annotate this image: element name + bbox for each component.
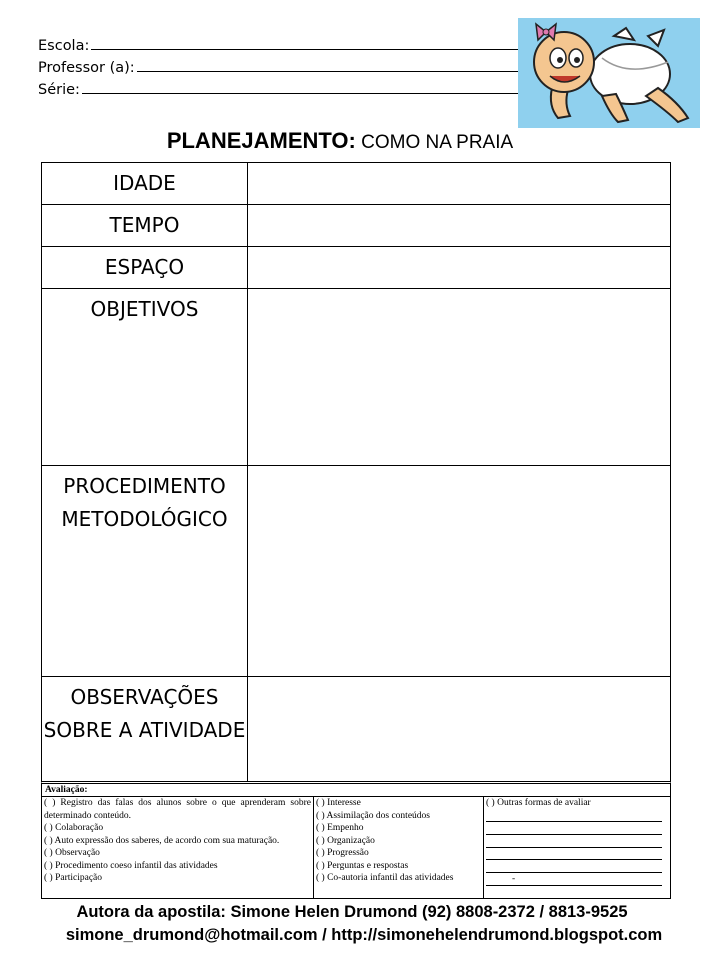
row-label-objetivos: OBJETIVOS	[42, 289, 248, 466]
planning-table	[41, 162, 671, 782]
avaliacao-box	[41, 781, 671, 899]
write-line[interactable]	[486, 810, 662, 823]
checkbox-item[interactable]: ( ) Empenho	[316, 823, 364, 833]
row-field-idade[interactable]	[248, 163, 671, 205]
author-line: Autora da apostila: Simone Helen Drumond (92) 8808-2372 / 8813-9525	[76, 903, 628, 921]
serie-line	[82, 93, 528, 94]
escola-label: Escola:	[38, 38, 90, 54]
row-field-procedimento[interactable]	[248, 466, 671, 677]
write-line[interactable]	[486, 873, 662, 886]
checkbox-item[interactable]: ( ) Registro das falas dos alunos sobre o que aprenderam sobre determinado conteúdo.	[44, 798, 311, 821]
professor-label: Professor (a):	[38, 60, 135, 76]
row-espaco	[42, 247, 671, 289]
row-field-observacoes[interactable]	[248, 677, 671, 782]
title-main: PLANEJAMENTO:	[166, 128, 356, 153]
checkbox-item[interactable]: ( ) Procedimento coeso infantil das atividades	[44, 860, 218, 871]
checkbox-item[interactable]: ( ) Outras formas de avaliar	[486, 798, 591, 808]
write-line[interactable]	[486, 835, 662, 848]
avaliacao-col-2	[314, 797, 484, 899]
row-label-tempo: TEMPO	[42, 205, 248, 247]
header-fields	[38, 32, 528, 98]
avaliacao-title: Avaliação:	[42, 784, 670, 797]
serie-label: Série:	[38, 82, 80, 98]
row-objetivos	[42, 289, 671, 466]
contact-line: simone_drumond@hotmail.com / http://simonehelendrumond.blogspot.com	[65, 926, 663, 944]
baby-icon	[518, 18, 700, 128]
row-idade	[42, 163, 671, 205]
professor-line	[137, 71, 528, 72]
row-label-idade: IDADE	[42, 163, 248, 205]
checkbox-item[interactable]: ( ) Interesse	[316, 798, 361, 808]
checkbox-item[interactable]: ( ) Progressão	[316, 848, 369, 858]
professor-field[interactable]	[38, 54, 528, 76]
dash-mark: -	[512, 873, 516, 884]
escola-field[interactable]	[38, 32, 528, 54]
checkbox-item[interactable]: ( ) Observação	[44, 848, 100, 858]
title-sub: COMO NA PRAIA	[355, 132, 514, 153]
row-tempo	[42, 205, 671, 247]
page-title	[0, 128, 680, 154]
row-field-espaco[interactable]	[248, 247, 671, 289]
avaliacao-col-1	[42, 797, 314, 899]
avaliacao-col-3	[484, 797, 670, 899]
row-label-procedimento: PROCEDIMENTO METODOLÓGICO	[42, 466, 248, 677]
checkbox-item[interactable]: ( ) Organização	[316, 835, 375, 846]
write-line[interactable]	[486, 822, 662, 835]
row-label-observacoes: OBSERVAÇÕES SOBRE A ATIVIDADE	[42, 677, 248, 782]
checkbox-item[interactable]: ( ) Co-autoria infantil das atividades	[316, 873, 454, 883]
checkbox-item[interactable]: ( ) Perguntas e respostas	[316, 860, 409, 871]
checkbox-item[interactable]: ( ) Auto expressão dos saberes, de acordo com sua maturação.	[44, 835, 280, 846]
checkbox-item[interactable]: ( ) Assimilação dos conteúdos	[316, 810, 430, 821]
write-line[interactable]	[486, 848, 662, 861]
escola-line	[91, 49, 528, 50]
checkbox-item[interactable]: ( ) Participação	[44, 873, 103, 883]
row-field-objetivos[interactable]	[248, 289, 671, 466]
row-label-espaco: ESPAÇO	[42, 247, 248, 289]
write-line[interactable]	[486, 860, 662, 873]
baby-illustration	[518, 18, 700, 128]
row-procedimento	[42, 466, 671, 677]
row-observacoes	[42, 677, 671, 782]
serie-field[interactable]	[38, 76, 528, 98]
checkbox-item[interactable]: ( ) Colaboração	[44, 823, 104, 833]
row-field-tempo[interactable]	[248, 205, 671, 247]
